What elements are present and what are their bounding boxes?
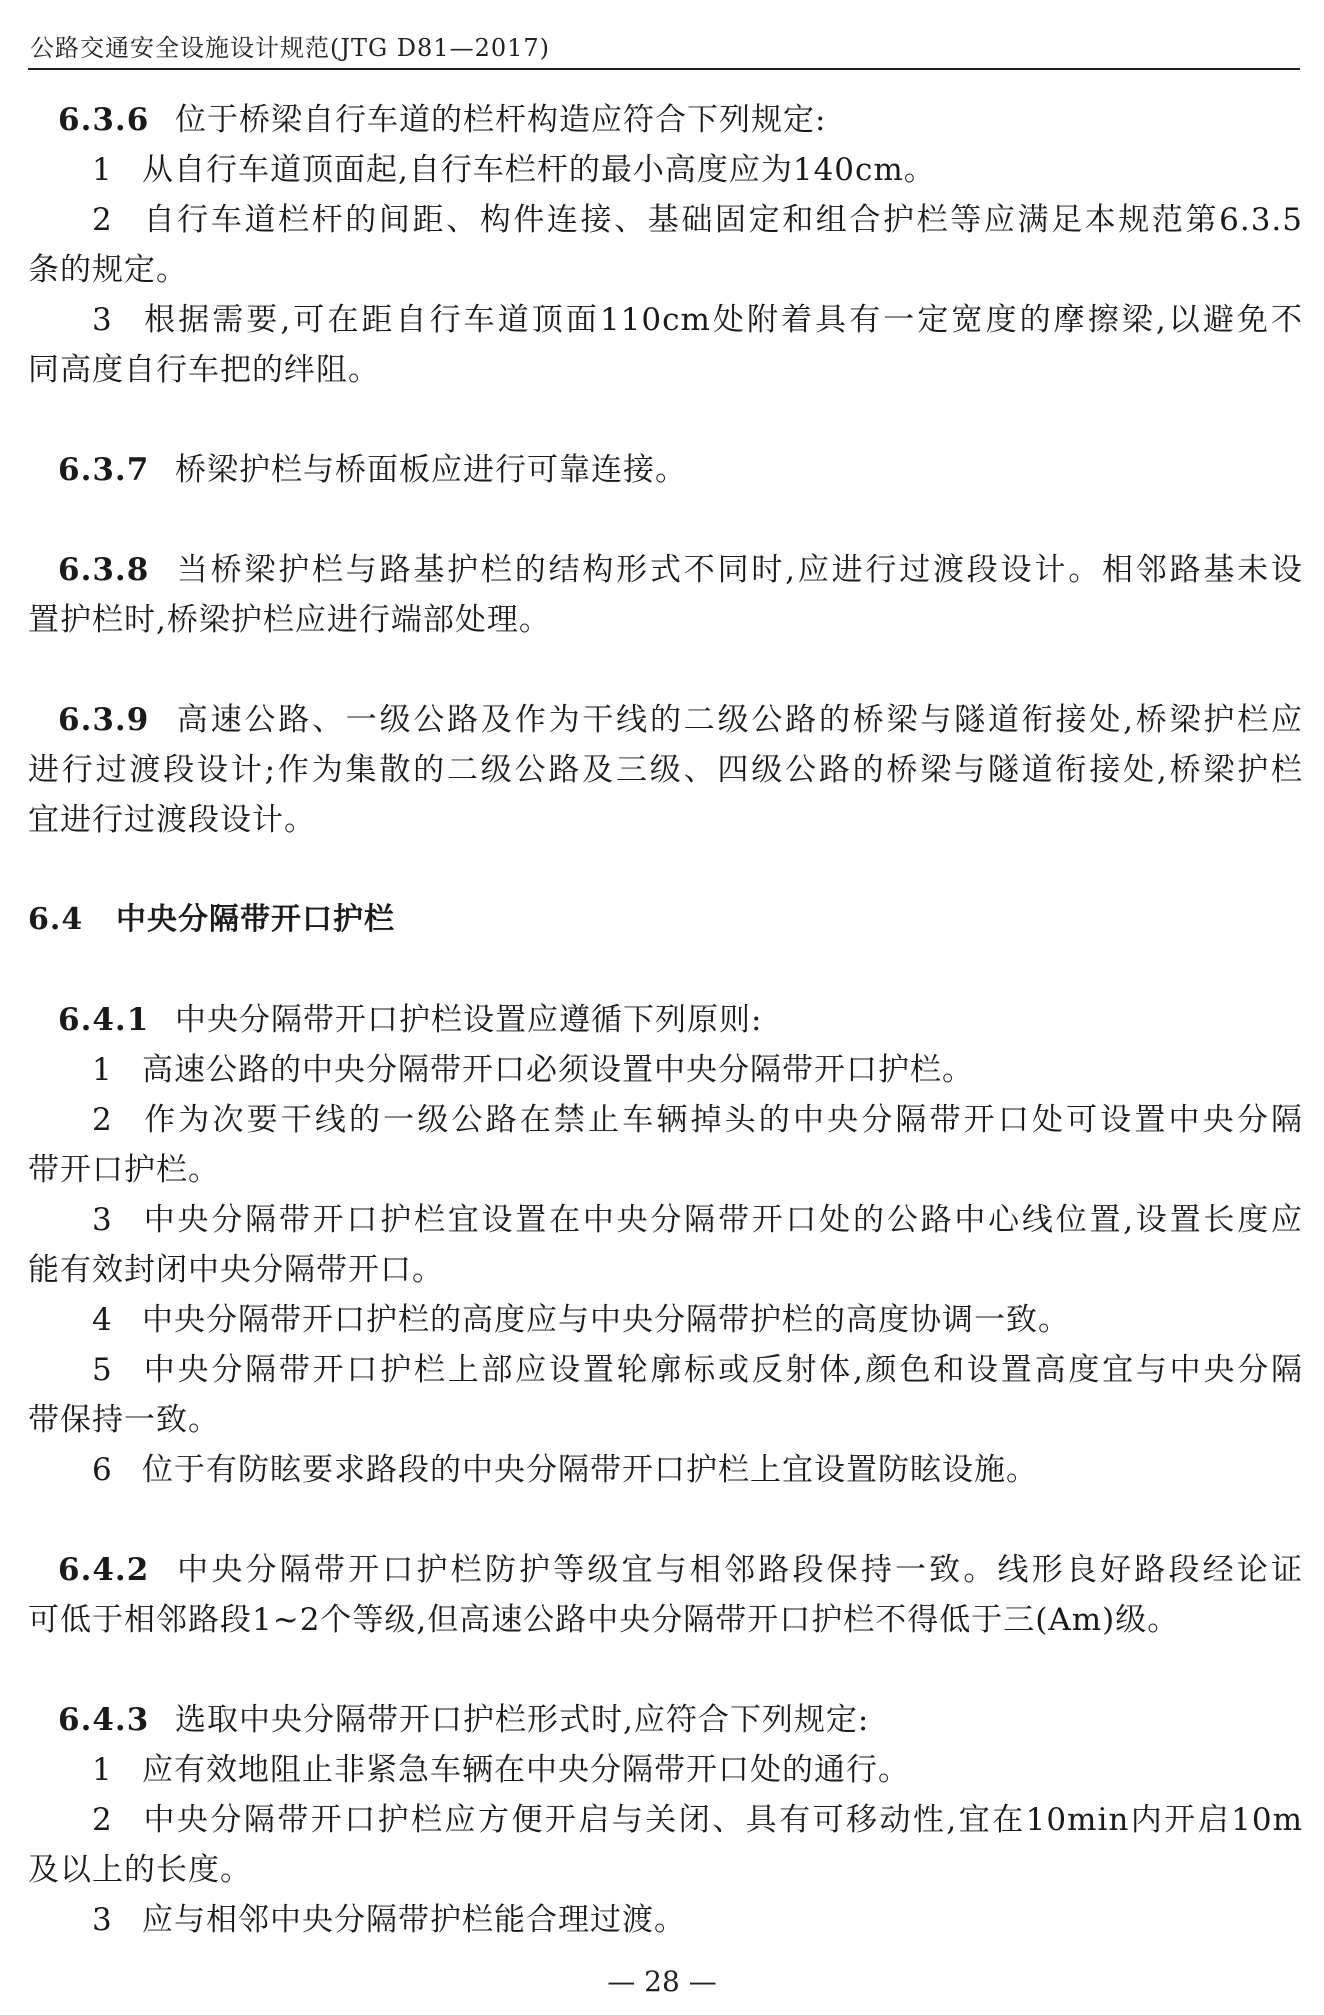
clause-text: 选取中央分隔带开口护栏形式时,应符合下列规定: [175,1702,870,1738]
list-item [28,195,1303,245]
clause-number: 6.4.3 [58,1702,150,1738]
item-number: 1 [92,152,113,188]
list-item [28,1095,1303,1145]
item-text: 根据需要,可在距自行车道顶面110cm处附着具有一定宽度的摩擦梁,以避免不 [142,302,1303,338]
item-number: 1 [92,1752,113,1788]
list-item [28,1345,1303,1395]
running-header: 公路交通安全设施设计规范(JTG D81—2017) [30,34,551,62]
clause-continuation: 进行过渡段设计;作为集散的二级公路及三级、四级公路的桥梁与隧道衔接处,桥梁护栏 [28,752,1303,788]
list-item [28,1295,1303,1345]
item-text: 高速公路的中央分隔带开口必须设置中央分隔带开口护栏。 [142,1052,974,1088]
item-text: 应有效地阻止非紧急车辆在中央分隔带开口处的通行。 [142,1752,910,1788]
item-text: 中央分隔带开口护栏上部应设置轮廓标或反射体,颜色和设置高度宜与中央分隔 [142,1352,1303,1388]
section-heading-6-4 [28,895,1303,945]
clause-text: 桥梁护栏与桥面板应进行可靠连接。 [175,452,687,488]
clause-text: 位于桥梁自行车道的栏杆构造应符合下列规定: [175,102,827,138]
clause-text: 高速公路、一级公路及作为干线的二级公路的桥梁与隧道衔接处,桥梁护栏应 [175,702,1303,738]
clause-text: 中央分隔带开口护栏防护等级宜与相邻路段保持一致。线形良好路段经论证 [175,1552,1303,1588]
clause-6-4-2 [28,1545,1303,1595]
clause-6-3-6 [28,95,1303,145]
item-number: 4 [92,1302,113,1338]
item-text: 位于有防眩要求路段的中央分隔带开口护栏上宜设置防眩设施。 [142,1452,1038,1488]
clause-number: 6.4.2 [58,1552,150,1588]
list-item [28,1445,1303,1495]
clause-number: 6.3.7 [58,452,150,488]
header-divider [28,68,1300,70]
item-number: 3 [92,1902,113,1938]
item-number: 2 [92,1802,113,1838]
item-text: 自行车道栏杆的间距、构件连接、基础固定和组合护栏等应满足本规范第6.3.5 [142,202,1303,238]
clause-text: 当桥梁护栏与路基护栏的结构形式不同时,应进行过渡段设计。相邻路基未设 [175,552,1303,588]
clause-6-4-3 [28,1695,1303,1745]
clause-continuation: 宜进行过渡段设计。 [28,802,316,838]
item-number: 5 [92,1352,113,1388]
clause-continuation: 置护栏时,桥梁护栏应进行端部处理。 [28,602,551,638]
item-number: 3 [92,302,113,338]
item-text: 中央分隔带开口护栏宜设置在中央分隔带开口处的公路中心线位置,设置长度应 [142,1202,1303,1238]
item-number: 1 [92,1052,113,1088]
document-body [28,95,1303,1945]
item-continuation: 带开口护栏。 [28,1152,220,1188]
item-number: 2 [92,1102,113,1138]
item-text: 应与相邻中央分隔带护栏能合理过渡。 [142,1902,686,1938]
list-item [28,1895,1303,1945]
clause-text: 中央分隔带开口护栏设置应遵循下列原则: [175,1002,763,1038]
clause-number: 6.3.9 [58,702,150,738]
item-continuation: 带保持一致。 [28,1402,220,1438]
clause-continuation: 可低于相邻路段1~2个等级,但高速公路中央分隔带开口护栏不得低于三(Am)级。 [28,1602,1180,1638]
section-title: 中央分隔带开口护栏 [116,902,395,937]
item-number: 2 [92,202,113,238]
item-text: 作为次要干线的一级公路在禁止车辆掉头的中央分隔带开口处可设置中央分隔 [142,1102,1303,1138]
list-item [28,295,1303,345]
clause-6-4-1 [28,995,1303,1045]
page-number: — 28 — [607,1965,717,1998]
list-item [28,145,1303,195]
clause-6-3-8 [28,545,1303,595]
list-item [28,1195,1303,1245]
list-item [28,1745,1303,1795]
clause-6-3-7 [28,445,1303,495]
item-text: 中央分隔带开口护栏应方便开启与关闭、具有可移动性,宜在10min内开启10m [142,1802,1303,1838]
item-number: 3 [92,1202,113,1238]
clause-number: 6.3.8 [58,552,150,588]
section-number: 6.4 [28,902,84,937]
clause-number: 6.3.6 [58,102,150,138]
list-item [28,1795,1303,1845]
item-continuation: 能有效封闭中央分隔带开口。 [28,1252,444,1288]
clause-number: 6.4.1 [58,1002,150,1038]
clause-6-3-9 [28,695,1303,745]
list-item [28,1045,1303,1095]
item-number: 6 [92,1452,113,1488]
item-text: 中央分隔带开口护栏的高度应与中央分隔带护栏的高度协调一致。 [142,1302,1070,1338]
item-continuation: 条的规定。 [28,252,188,288]
item-continuation: 同高度自行车把的绊阻。 [28,352,380,388]
item-continuation: 及以上的长度。 [28,1852,252,1888]
item-text: 从自行车道顶面起,自行车栏杆的最小高度应为140cm。 [142,152,936,188]
